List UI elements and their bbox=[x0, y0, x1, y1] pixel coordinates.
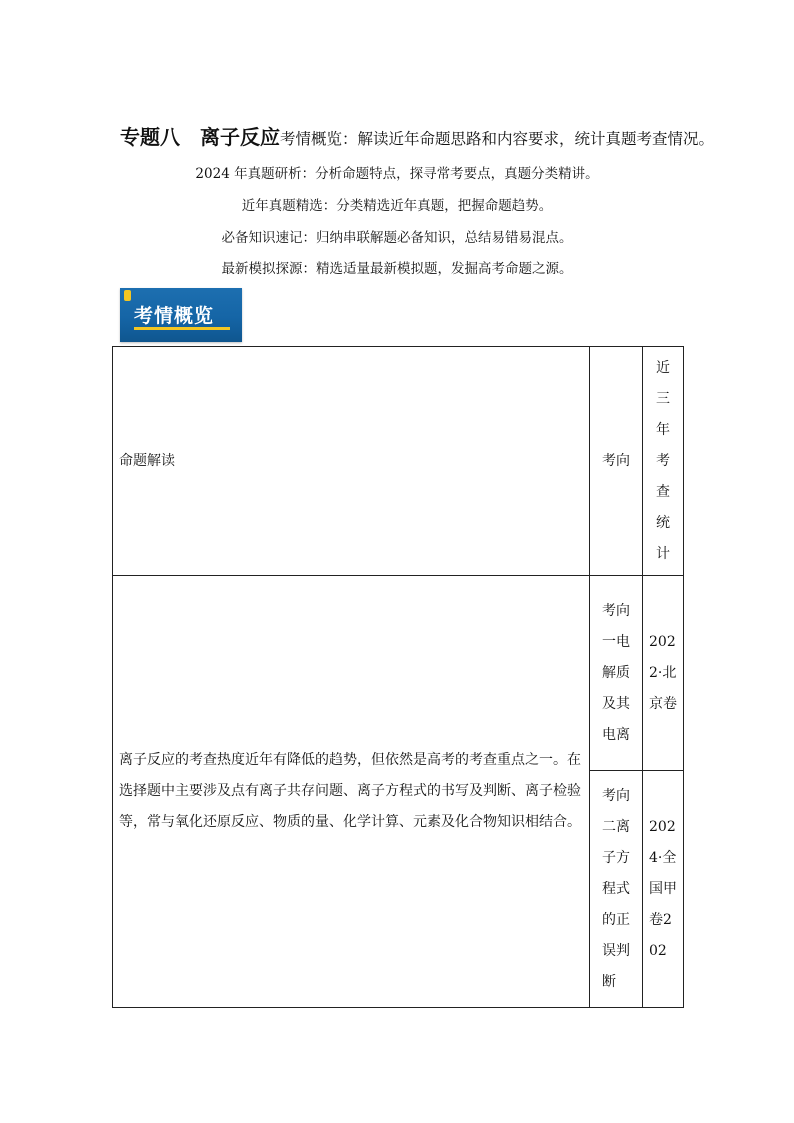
direction-1: 考向一电解质及其电离 bbox=[602, 602, 630, 743]
table-row bbox=[113, 576, 684, 771]
intro-line-1: 2024 年真题研析：分析命题特点，探寻常考要点，真题分类精讲。 bbox=[195, 166, 599, 182]
interpretation-cell bbox=[113, 576, 590, 1008]
intro-line-3: 必备知识速记：归纳串联解题必备知识，总结易错易混点。 bbox=[221, 230, 573, 246]
banner-tab-marker bbox=[124, 290, 131, 301]
overview-intro: 考情概览：解读近年命题思路和内容要求，统计真题考查情况。 bbox=[280, 130, 715, 148]
document-title: 专题八 离子反应 bbox=[120, 125, 280, 149]
header-interpretation: 命题解读 bbox=[113, 347, 590, 576]
intro-line-2: 近年真题精选：分类精选近年真题，把握命题趋势。 bbox=[241, 198, 553, 214]
table-header-row bbox=[113, 347, 684, 576]
direction-cell-1 bbox=[590, 576, 643, 771]
direction-cell-2 bbox=[590, 771, 643, 1008]
header-stats: 近三年考查统计 bbox=[656, 359, 670, 562]
header-direction: 考向 bbox=[590, 347, 643, 576]
intro-line-4: 最新模拟探源：精选适量最新模拟题，发掘高考命题之源。 bbox=[221, 261, 573, 277]
stats-cell-2 bbox=[643, 771, 684, 1008]
banner-label: 考情概览 bbox=[134, 305, 215, 327]
section-banner bbox=[120, 288, 242, 342]
stats-1: 2022·北京卷 bbox=[649, 633, 677, 712]
banner-underline bbox=[134, 327, 230, 330]
header-stats-cell bbox=[643, 347, 684, 576]
stats-cell-1 bbox=[643, 576, 684, 771]
direction-2: 考向二离子方程式的正误判断 bbox=[602, 787, 630, 990]
interpretation-text: 离子反应的考查热度近年有降低的趋势，但依然是高考的考查重点之一。在选择题中主要涉及点有离子共存问题、离子方程式的书写及判断、离子检验等，常与氧化还原反应、物质的量、化学计算、元素及化合物知识相结合。 bbox=[119, 752, 581, 830]
overview-table bbox=[112, 346, 684, 1008]
title-line bbox=[120, 124, 715, 152]
stats-2: 2024·全国甲卷202 bbox=[649, 818, 677, 959]
